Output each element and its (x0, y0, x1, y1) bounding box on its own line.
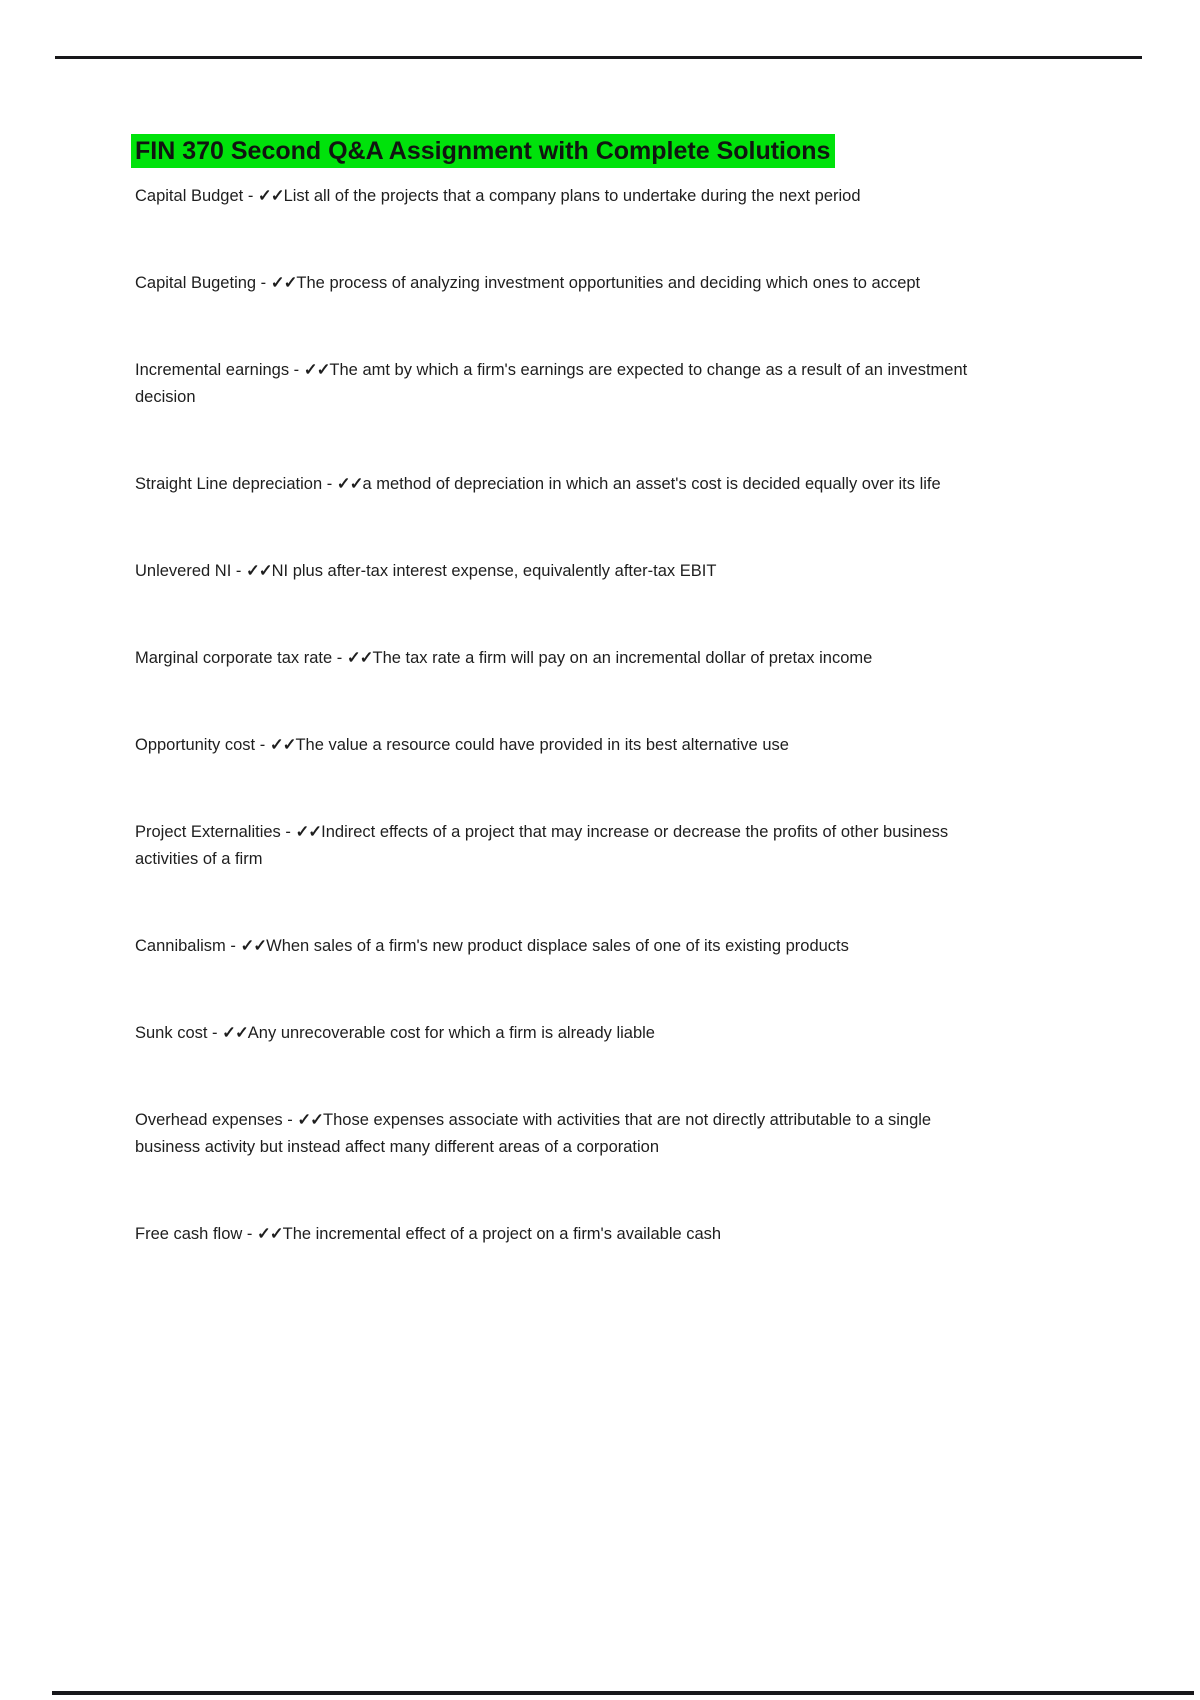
qa-definition: List all of the projects that a company plans to undertake during the next period (283, 187, 861, 205)
qa-separator: - (243, 187, 258, 205)
double-checkmark-icon: ✓✓ (257, 187, 284, 205)
qa-definition: The incremental effect of a project on a firm's available cash (282, 1225, 722, 1243)
qa-separator: - (332, 649, 347, 667)
qa-term: Opportunity cost (135, 736, 256, 754)
qa-entry (135, 819, 987, 873)
qa-separator: - (289, 361, 304, 379)
double-checkmark-icon: ✓✓ (295, 823, 322, 841)
double-checkmark-icon: ✓✓ (297, 1111, 324, 1129)
qa-term: Free cash flow (135, 1225, 243, 1243)
qa-entry (135, 471, 987, 498)
qa-term: Sunk cost (135, 1024, 208, 1042)
qa-definition: Any unrecoverable cost for which a firm is already liable (247, 1024, 655, 1042)
qa-separator: - (280, 823, 296, 841)
qa-entry (135, 270, 987, 297)
qa-definition: a method of depreciation in which an asset's cost is decided equally over its life (362, 475, 941, 493)
qa-definition: Those expenses associate with activities that are not directly attributable to a single business activity but instead affect many different areas of a corporation (135, 1111, 932, 1156)
qa-term: Project Externalities (135, 823, 281, 841)
qa-separator: - (322, 475, 337, 493)
double-checkmark-icon: ✓✓ (269, 736, 296, 754)
qa-term: Incremental earnings (135, 361, 290, 379)
qa-definition: The amt by which a firm's earnings are expected to change as a result of an investment decision (135, 361, 968, 406)
qa-term: Unlevered NI (135, 562, 232, 580)
double-checkmark-icon: ✓✓ (245, 562, 272, 580)
qa-separator: - (255, 736, 270, 754)
qa-term: Straight Line depreciation (135, 475, 323, 493)
qa-term: Overhead expenses (135, 1111, 283, 1129)
qa-entry (135, 1107, 987, 1161)
double-checkmark-icon: ✓✓ (303, 361, 330, 379)
qa-entry (135, 645, 987, 672)
qa-definition: The process of analyzing investment opportunities and deciding which ones to accept (296, 274, 921, 292)
top-rule (55, 56, 1142, 59)
qa-entry (135, 1020, 987, 1047)
qa-entry (135, 732, 987, 759)
document-page (135, 136, 987, 1308)
qa-separator: - (207, 1024, 223, 1042)
qa-term: Marginal corporate tax rate (135, 649, 333, 667)
qa-definition: Indirect effects of a project that may increase or decrease the profits of other business activities of a firm (135, 823, 949, 868)
page-title-highlight: FIN 370 Second Q&A Assignment with Complete Solutions (131, 134, 835, 168)
qa-term: Capital Budget (135, 187, 244, 205)
qa-separator: - (256, 274, 271, 292)
bottom-rule (52, 1691, 1194, 1695)
qa-separator: - (242, 1225, 257, 1243)
qa-separator: - (231, 562, 246, 580)
qa-definition: NI plus after-tax interest expense, equivalently after-tax EBIT (271, 562, 717, 580)
qa-definition: The tax rate a firm will pay on an incremental dollar of pretax income (372, 649, 873, 667)
double-checkmark-icon: ✓✓ (336, 475, 363, 493)
qa-separator: - (282, 1111, 298, 1129)
double-checkmark-icon: ✓✓ (256, 1225, 283, 1243)
qa-separator: - (225, 937, 241, 955)
double-checkmark-icon: ✓✓ (346, 649, 373, 667)
qa-definition: The value a resource could have provided in its best alternative use (295, 736, 789, 754)
page-title (135, 136, 987, 166)
qa-term: Cannibalism (135, 937, 226, 955)
double-checkmark-icon: ✓✓ (270, 274, 297, 292)
qa-entry (135, 357, 987, 411)
qa-entry (135, 183, 987, 210)
qa-entry (135, 558, 987, 585)
qa-definition: When sales of a firm's new product displace sales of one of its existing products (266, 937, 849, 955)
double-checkmark-icon: ✓✓ (240, 937, 267, 955)
double-checkmark-icon: ✓✓ (222, 1024, 248, 1042)
qa-entry (135, 933, 987, 960)
qa-term: Capital Bugeting (135, 274, 257, 292)
qa-entry (135, 1221, 987, 1248)
